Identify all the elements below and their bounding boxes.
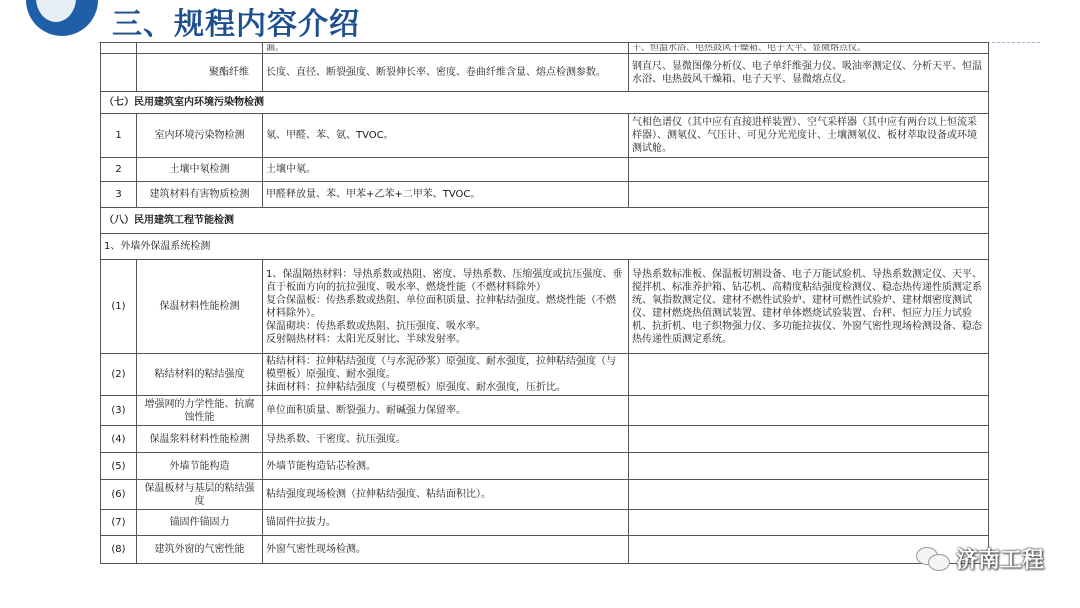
section-heading: （八）民用建筑工程节能检测 [101,208,989,234]
params-cell: 1、保温隔热材料：导热系数或热阻、密度、导热系数、压缩强度或抗压强度、垂直于板面方向的抗拉强度、吸水率、燃烧性能（不燃材料除外） 复合保温板：传热系数或热阻、单位面积质量、拉伸粘结强度、燃烧性能（不燃材料除外）。 保温砌块：传热系数或热阻、抗压强度、吸水率。 反射隔热材料：太阳光反射比、半球发射率。 [263,260,629,354]
item-name: 建筑材料有害物质检测 [137,182,263,208]
row-number: (8) [101,536,137,564]
item-name: 锚固件锚固力 [137,510,263,536]
table-row [101,426,989,453]
params-cell: 导热系数、干密度、抗压强度。 [263,426,629,453]
equipment-cell [629,510,989,536]
equipment-cell [629,158,989,182]
equipment-cell [629,396,989,426]
section-heading: （七）民用建筑室内环境污染物检测 [101,92,989,114]
params-cell: 氡、甲醛、苯、氨、TVOC。 [263,114,629,158]
table-row [101,480,989,510]
item-name: 保温板材与基层的粘结强度 [137,480,263,510]
item-name: 土壤中氡检测 [137,158,263,182]
section-row [101,208,989,234]
equipment-cell [629,453,989,480]
table-row [101,453,989,480]
table-row [101,54,989,92]
equipment-cell: 钢直尺、显微图像分析仪、电子单纤维强力仪、吸油率测定仪、分析天平、恒温水浴、电热鼓风干燥箱、电子天平、显微熔点仪。 [629,54,989,92]
row-number: 2 [101,158,137,182]
section-row [101,92,989,114]
inspection-table [100,42,989,564]
equipment-cell: 气相色谱仪（其中应有直接进样装置）、空气采样器（其中应有两台以上恒流采样器）、测氡仪、气压计、可见分光光度计、土壤测氡仪、板材萃取设备或环境测试舱。 [629,114,989,158]
table-row [101,536,989,564]
params-cell: 外墙节能构造钻芯检测。 [263,453,629,480]
item-name: 增强网的力学性能、抗腐蚀性能 [137,396,263,426]
equipment-cell [629,426,989,453]
item-name: 建筑外窗的气密性能 [137,536,263,564]
table-row [101,182,989,208]
table-row [101,158,989,182]
table-row [101,354,989,396]
item-name: 保温材料性能检测 [137,260,263,354]
table-row-cut [101,43,989,54]
row-number: (1) [101,260,137,354]
table-row [101,510,989,536]
item-name: 外墙节能构造 [137,453,263,480]
subsection-heading: 1、外墙外保温系统检测 [101,234,989,260]
params-cell: 粘结材料：拉伸粘结强度（与水泥砂浆）原强度、耐水强度，拉伸粘结强度（与模塑板）原强度、耐水强度。 抹面材料：拉伸粘结强度（与模塑板）原强度、耐水强度，压折比。 [263,354,629,396]
row-number: (7) [101,510,137,536]
equipment-cell: 导热系数标准板、保温板切割设备、电子万能试验机、导热系数测定仪、天平、搅拌机、标准养护箱、钻芯机、高精度粘结强度检测仪、稳态热传递性质测定系统、氧指数测定仪、建材不燃性试验炉、建材可燃性试验炉、建材烟密度测试仪、建材燃烧热值测试装置、建材单体燃烧试验装置、台秤、恒应力压力试验机、抗折机、电子织物强力仪、多功能拉拔仪、外窗气密性现场检测设备、稳态热传递性质测定系统。 [629,260,989,354]
row-number: (2) [101,354,137,396]
wechat-icon [916,545,950,571]
params-cell: 土壤中氡。 [263,158,629,182]
table-row [101,396,989,426]
table-row [101,114,989,158]
cut-text: 干、恒温水浴、电热鼓风干燥箱、电子天平、显微熔点仪。 [632,44,867,52]
item-name: 保温浆料材料性能检测 [137,426,263,453]
item-name: 粘结材料的粘结强度 [137,354,263,396]
params-cell: 锚固件拉拔力。 [263,510,629,536]
row-number: (4) [101,426,137,453]
row-number: 1 [101,114,137,158]
subsection-row [101,234,989,260]
row-number: 3 [101,182,137,208]
cut-text: 漏。 [266,44,285,52]
equipment-cell [629,354,989,396]
params-cell: 单位面积质量、断裂强力、耐碱强力保留率。 [263,396,629,426]
row-number: (5) [101,453,137,480]
page-title: 三、规程内容介绍 [112,7,360,42]
logo-circle [26,0,98,36]
equipment-cell [629,182,989,208]
watermark [916,540,1044,576]
item-name: 室内环境污染物检测 [137,114,263,158]
equipment-cell [629,480,989,510]
params-cell: 粘结强度现场检测（拉伸粘结强度、粘结面积比）。 [263,480,629,510]
row-number: (3) [101,396,137,426]
watermark-text: 济南工程 [955,547,1044,573]
params-cell: 外窗气密性现场检测。 [263,536,629,564]
params-cell: 甲醛释放量、苯、甲苯+乙苯+二甲苯、TVOC。 [263,182,629,208]
item-name: 聚酯纤维 [209,67,249,78]
params-cell: 长度、直径、断裂强度、断裂伸长率、密度、卷曲纤维含量、熔点检测参数。 [263,54,629,92]
row-number: (6) [101,480,137,510]
table-row [101,260,989,354]
